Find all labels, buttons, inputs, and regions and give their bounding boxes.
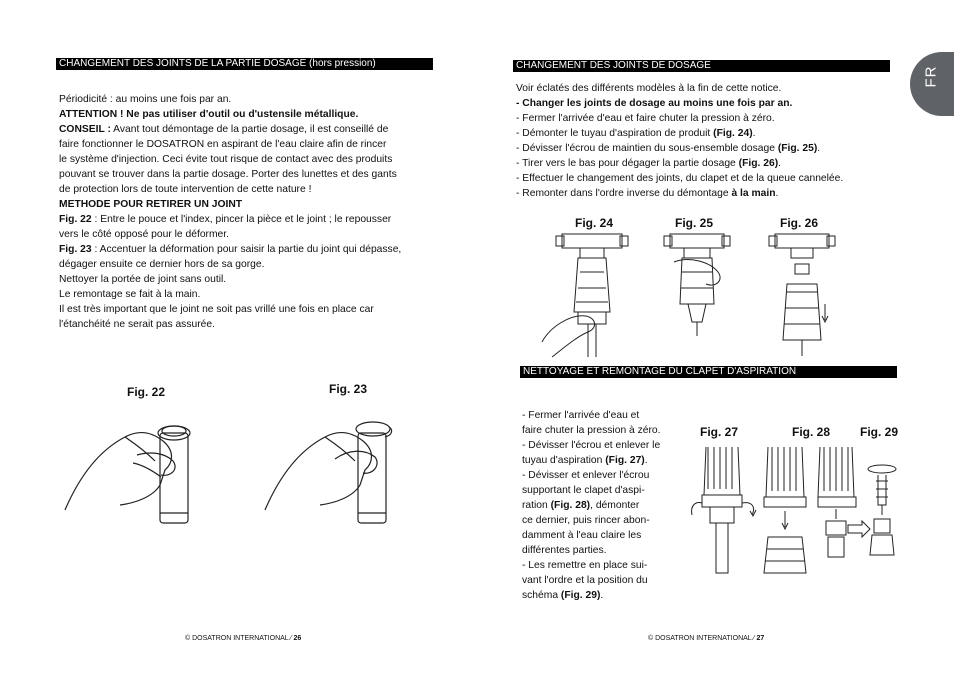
step-line: faire chuter la pression à zéro. xyxy=(522,425,661,436)
step-line: supportant le clapet d'aspi- xyxy=(522,485,645,496)
step-line: damment à l'eau claire les xyxy=(522,530,642,541)
fig28-illustration xyxy=(758,445,818,580)
fig25-caption: Fig. 25 xyxy=(675,216,714,230)
fig26-illustration xyxy=(765,232,845,362)
fig29-illustration xyxy=(818,445,904,580)
footer-copyright: © DOSATRON INTERNATIONAL ⁄ xyxy=(185,635,294,642)
section-header-joints-dosage-hors-pression: CHANGEMENT DES JOINTS DE LA PARTIE DOSAGE (hors pression) xyxy=(56,58,433,70)
language-tab-fr xyxy=(910,52,954,116)
fig29-caption: Fig. 29 xyxy=(860,425,899,439)
devisser-line: - Dévisser l'écrou de maintien du sous-ensemble dosage (Fig. 25). xyxy=(516,143,821,154)
fig27-illustration xyxy=(690,445,760,580)
demonter-line: - Démonter le tuyau d'aspiration de produit (Fig. 24). xyxy=(516,128,756,139)
page-number: 26 xyxy=(293,635,302,642)
conseil-line: pouvant se trouver dans la partie dosage. Porter des lunettes et des gants xyxy=(59,169,397,180)
fig22-hand-illustration xyxy=(65,415,205,530)
attention-text: ATTENTION ! Ne pas utiliser d'outil ou d'ustensile métallique. xyxy=(59,109,359,120)
remontage-text: Le remontage se fait à la main. xyxy=(59,289,201,300)
fig24-caption: Fig. 24 xyxy=(575,216,614,230)
step-line: schéma (Fig. 29). xyxy=(522,590,604,601)
step-line: - Les remettre en place sui- xyxy=(522,560,648,571)
remonter-line: - Remonter dans l'ordre inverse du démontage à la main. xyxy=(516,188,779,199)
conseil-line: le système d'injection. Ceci évite tout risque de contact avec des produits xyxy=(59,154,393,165)
conseil-line: Avant tout démontage de la partie dosage, il est conseillé de xyxy=(110,124,389,135)
conseil-line: de protection lors de toute intervention de cette nature ! xyxy=(59,184,312,195)
fig23-hand-illustration xyxy=(265,415,405,530)
fig23-caption: Fig. 23 xyxy=(329,382,368,396)
important-line: Il est très important que le joint ne soit pas vrillé une fois en place car xyxy=(59,304,374,315)
changer-text: - Changer les joints de dosage au moins une fois par an. xyxy=(516,98,793,109)
step-line: tuyau d'aspiration (Fig. 27). xyxy=(522,455,648,466)
fig22-caption: Fig. 22 xyxy=(127,385,166,399)
section-header-joints-dosage: CHANGEMENT DES JOINTS DE DOSAGE xyxy=(513,60,890,72)
step-line: vant l'ordre et la position du xyxy=(522,575,648,586)
step-line: ce dernier, puis rincer abon- xyxy=(522,515,650,526)
right-footer xyxy=(648,635,764,642)
fig23-ref: Fig. 23 xyxy=(59,244,92,255)
step-line: - Fermer l'arrivée d'eau et xyxy=(522,410,640,421)
left-footer xyxy=(185,635,301,642)
step-line: - Dévisser l'écrou et enlever le xyxy=(522,440,661,451)
conseil-line: faire fonctionner le DOSATRON en aspirant de l'eau claire afin de rincer xyxy=(59,139,387,150)
methode-heading: METHODE POUR RETIRER UN JOINT xyxy=(59,199,243,210)
fig22-line: vers le côté opposé pour le déformer. xyxy=(59,229,229,240)
effectuer-text: - Effectuer le changement des joints, du clapet et de la queue cannelée. xyxy=(516,173,844,184)
fig23-line: dégager ensuite ce dernier hors de sa gorge. xyxy=(59,259,265,270)
conseil-paragraph xyxy=(59,122,431,197)
right-instructions xyxy=(516,81,896,201)
conseil-label: CONSEIL : xyxy=(59,124,111,135)
fig22-paragraph xyxy=(59,212,431,242)
language-tab-label: FR xyxy=(922,65,940,88)
fig26-caption: Fig. 26 xyxy=(780,216,819,230)
clapet-steps xyxy=(522,408,669,603)
step-line: ration (Fig. 28), démonter xyxy=(522,500,640,511)
nettoyer-text: Nettoyer la portée de joint sans outil. xyxy=(59,274,227,285)
important-line: l'étanchéité ne serait pas assurée. xyxy=(59,319,215,330)
page-number: 27 xyxy=(756,635,765,642)
step-line: - Dévisser et enlever l'écrou xyxy=(522,470,650,481)
left-body-text xyxy=(59,92,431,332)
fig27-caption: Fig. 27 xyxy=(700,425,739,439)
fig23-line: : Accentuer la déformation pour saisir la partie du joint qui dépasse, xyxy=(91,244,402,255)
fig22-line: : Entre le pouce et l'index, pincer la pièce et le joint ; le repousser xyxy=(91,214,392,225)
tirer-line: - Tirer vers le bas pour dégager la partie dosage (Fig. 26). xyxy=(516,158,782,169)
step-line: différentes parties. xyxy=(522,545,607,556)
fig28-caption: Fig. 28 xyxy=(792,425,831,439)
fig22-ref: Fig. 22 xyxy=(59,214,92,225)
periodicite-text: Périodicité : au moins une fois par an. xyxy=(59,94,232,105)
section-header-clapet-aspiration: NETTOYAGE ET REMONTAGE DU CLAPET D'ASPIRATION xyxy=(520,366,897,378)
fig23-paragraph xyxy=(59,242,431,272)
fig25-illustration xyxy=(660,232,740,342)
fig24-illustration xyxy=(540,232,640,362)
fermer-text: - Fermer l'arrivée d'eau et faire chuter la pression à zéro. xyxy=(516,113,775,124)
footer-copyright: © DOSATRON INTERNATIONAL ⁄ xyxy=(648,635,757,642)
voir-text: Voir éclatés des différents modèles à la fin de cette notice. xyxy=(516,83,782,94)
